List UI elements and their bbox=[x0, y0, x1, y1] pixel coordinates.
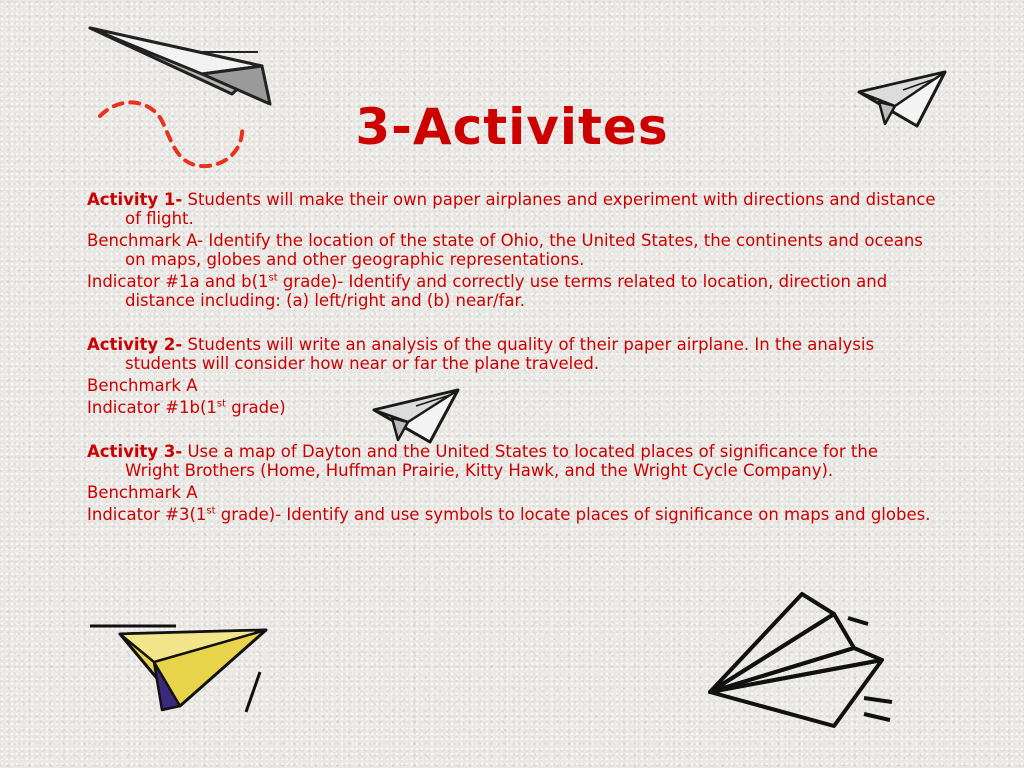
activity-block-2 bbox=[87, 335, 937, 417]
activity-1-indicator bbox=[87, 272, 937, 310]
activity-1-paragraph bbox=[87, 190, 937, 228]
activity-2-description: Students will write an analysis of the quality of their paper airplane. In the analysis students will consider how near or far the plane traveled. bbox=[125, 335, 875, 373]
activity-1-indicator-suffix: grade)- Identify and correctly use terms related to location, direction and distance including: (a) left/right and (b) near/far. bbox=[125, 272, 888, 310]
activity-block-3 bbox=[87, 442, 937, 524]
activity-1-heading: Activity 1- bbox=[87, 190, 183, 209]
activity-3-benchmark: Benchmark A bbox=[87, 483, 198, 502]
activity-2-indicator-sup: st bbox=[216, 398, 227, 410]
activity-1-indicator-prefix: Indicator #1a and b(1 bbox=[87, 272, 269, 291]
activity-2-indicator-suffix: grade) bbox=[226, 398, 286, 417]
page-title: 3-Activites bbox=[355, 98, 669, 156]
activity-1-benchmark: Benchmark A- Identify the location of the state of Ohio, the United States, the continents and oceans on maps, globes and other geographic representations. bbox=[87, 231, 923, 269]
activity-3-indicator-suffix: grade)- Identify and use symbols to locate places of significance on maps and globes. bbox=[215, 505, 931, 524]
activity-3-indicator-prefix: Indicator #3(1 bbox=[87, 505, 207, 524]
activity-3-indicator bbox=[87, 505, 937, 524]
activity-2-indicator bbox=[87, 398, 937, 417]
paper-airplane-yellow-icon bbox=[84, 618, 274, 718]
paper-airplane-outline-icon bbox=[704, 586, 919, 736]
activity-block-1 bbox=[87, 190, 937, 310]
activity-2-indicator-prefix: Indicator #1b(1 bbox=[87, 398, 217, 417]
activities-content bbox=[87, 190, 937, 527]
activity-3-indicator-sup: st bbox=[206, 505, 216, 517]
activity-3-heading: Activity 3- bbox=[87, 442, 183, 461]
paper-airplane-middle-icon bbox=[370, 386, 462, 446]
activity-1-indicator-sup: st bbox=[268, 272, 278, 284]
activity-3-paragraph bbox=[87, 442, 937, 480]
activity-2-benchmark: Benchmark A bbox=[87, 376, 198, 395]
activity-2-heading: Activity 2- bbox=[87, 335, 183, 354]
activity-3-description: Use a map of Dayton and the United States to located places of significance for the Wright Brothers (Home, Huffman Prairie, Kitty Hawk, and the Wright Cycle Company). bbox=[125, 442, 878, 480]
activity-1-description: Students will make their own paper airplanes and experiment with directions and distance of flight. bbox=[125, 190, 936, 228]
activity-2-paragraph bbox=[87, 335, 937, 373]
